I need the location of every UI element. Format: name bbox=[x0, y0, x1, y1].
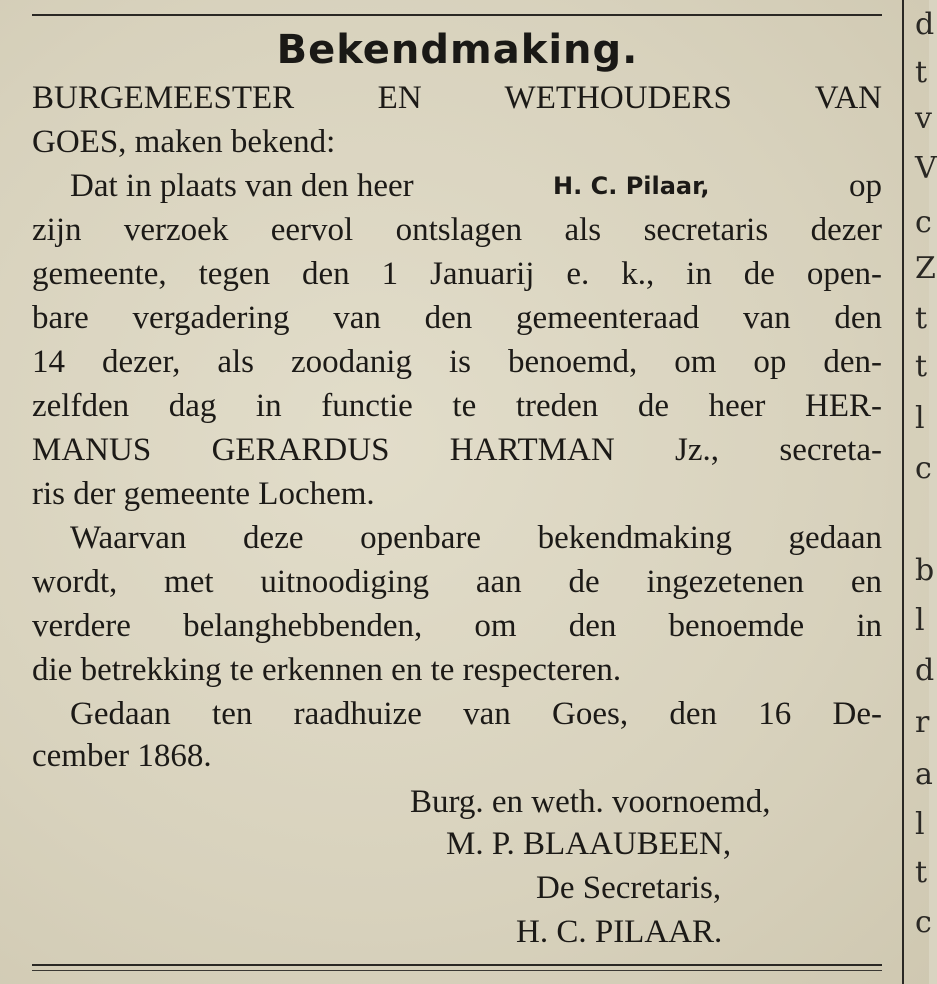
adjacent-fragment: t bbox=[915, 55, 928, 90]
adjacent-fragment: d bbox=[915, 653, 935, 688]
notice-line-6: bare vergadering van den gemeenteraad van den bbox=[32, 300, 882, 336]
notice-line-15: Gedaan ten raadhuize van Goes, den 16 De- bbox=[70, 696, 882, 732]
adjacent-fragment: c bbox=[915, 905, 932, 940]
notice-line-10: ris der gemeente Lochem. bbox=[32, 476, 375, 512]
notice-line-12: wordt, met uitnoodiging aan de ingezetenen en bbox=[32, 564, 882, 600]
signature-secretary: H. C. PILAAR. bbox=[516, 914, 723, 950]
notice-line-3 bbox=[32, 166, 882, 206]
column-divider bbox=[902, 0, 904, 984]
bottom-rule bbox=[32, 964, 882, 966]
signature-mayor: M. P. BLAAUBEEN, bbox=[446, 826, 732, 862]
adjacent-fragment: t bbox=[915, 301, 928, 336]
signature-closing: Burg. en weth. voornoemd, bbox=[410, 784, 771, 820]
notice-line-3-end: op bbox=[848, 168, 882, 204]
notice-line-16: cember 1868. bbox=[32, 738, 212, 774]
notice-line-13: verdere belanghebbenden, om den benoemde in bbox=[32, 608, 882, 644]
adjacent-fragment: l bbox=[915, 603, 925, 638]
adjacent-fragment: r bbox=[915, 705, 930, 740]
notice-line-4: zijn verzoek eervol ontslagen als secretaris dezer bbox=[32, 212, 882, 248]
adjacent-column-fragment bbox=[912, 0, 937, 984]
notice-title: Bekendmaking. bbox=[276, 27, 639, 73]
adjacent-fragment: c bbox=[915, 205, 932, 240]
adjacent-fragment: d bbox=[915, 7, 935, 42]
notice-line-8: zelfden dag in functie te treden de heer HER- bbox=[32, 388, 882, 424]
top-rule bbox=[32, 14, 882, 16]
adjacent-fragment: t bbox=[915, 855, 928, 890]
adjacent-fragment: c bbox=[915, 451, 932, 486]
adjacent-fragment: a bbox=[915, 757, 933, 792]
adjacent-fragment: l bbox=[915, 401, 925, 436]
notice-line-11: Waarvan deze openbare bekendmaking gedaan bbox=[70, 520, 882, 556]
notice-line-1: BURGEMEESTER EN WETHOUDERS VAN bbox=[32, 80, 882, 116]
bottom-rule-thin bbox=[32, 970, 882, 971]
signature-secretary-title: De Secretaris, bbox=[536, 870, 722, 906]
pilaar-name-bold: H. C. Pilaar, bbox=[553, 172, 710, 200]
adjacent-fragment: Z bbox=[915, 251, 936, 286]
adjacent-fragment: V bbox=[915, 151, 937, 186]
notice-line-7: 14 dezer, als zoodanig is benoemd, om op den- bbox=[32, 344, 882, 380]
notice-line-5: gemeente, tegen den 1 Januarij e. k., in de open- bbox=[32, 256, 882, 292]
notice-line-9: MANUS GERARDUS HARTMAN Jz., secreta- bbox=[32, 432, 882, 468]
adjacent-fragment: v bbox=[915, 101, 932, 136]
notice-line-2: GOES, maken bekend: bbox=[32, 124, 336, 160]
adjacent-fragment: l bbox=[915, 807, 925, 842]
notice-line-14: die betrekking te erkennen en te respecteren. bbox=[32, 652, 622, 688]
adjacent-fragment: b bbox=[915, 553, 935, 588]
adjacent-fragment: t bbox=[915, 349, 928, 384]
notice-line-3-start: Dat in plaats van den heer bbox=[70, 168, 414, 204]
